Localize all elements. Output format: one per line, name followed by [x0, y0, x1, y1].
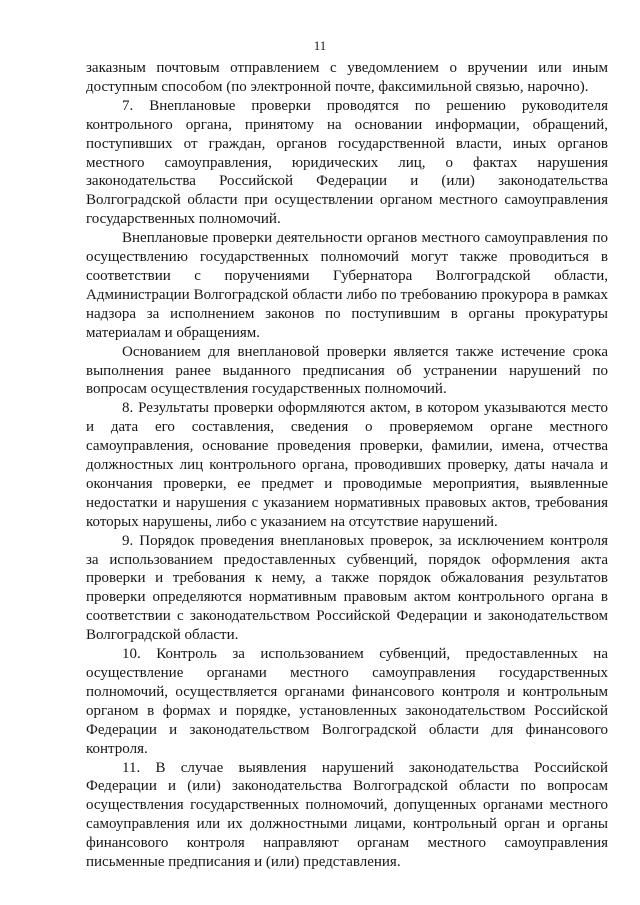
paragraph-item-9: 9. Порядок проведения внеплановых проверок, за исключением контроля за использованием предоставленных субвенций, порядок оформления акта проверки и требования к нему, а также порядок обжалования результатов проверки определяются нормативным правовым актом контрольного органа в соответствии с законодательством Российской Федерации и законодательством Волгоградской области.: [86, 532, 608, 644]
document-body: [86, 59, 608, 872]
paragraph-continuation: заказным почтовым отправлением с уведомлением о вручении или иным доступным способом (по электронной почте, факсимильной связью, нарочно).: [86, 60, 608, 95]
paragraph-item-8: 8. Результаты проверки оформляются актом, в котором указываются место и дата его составления, сведения о проверяемом органе местного самоуправления, основание проведения проверки, фамилии, имена, отчества должностных лиц контрольного органа, проводивших проверку, даты начала и окончания проверки, ее предмет и проводимые мероприятия, выявленные недостатки и нарушения с указанием нормативных правовых актов, требования которых нарушены, либо с указанием на отсутствие нарушений.: [86, 400, 608, 530]
paragraph-inspection-grounds: Основанием для внеплановой проверки является также истечение срока выполнения ранее выданного предписания об устранении нарушений по вопросам осуществления государственных полномочий.: [86, 343, 608, 398]
paragraph-item-10: 10. Контроль за использованием субвенций, предоставленных на осуществление органами местного самоуправления государственных полномочий, осуществляется органами финансового контроля и контрольным органом в формах и порядке, установленных законодательством Российской Федерации и законодательством Волгоградской области для финансового контроля.: [86, 646, 608, 757]
paragraph-unscheduled-inspections: Внеплановые проверки деятельности органов местного самоуправления по осуществлению государственных полномочий могут также проводиться в соответствии с поручениями Губернатора Волгоградской области, Администрации Волгоградской области либо по требованию прокурора в рамках надзора за исполнением законов по поступившим в органы прокуратуры материалам и обращениям.: [86, 230, 608, 341]
paragraph-item-11: 11. В случае выявления нарушений законодательства Российской Федерации и (или) законодательства Волгоградской области по вопросам осуществления государственных полномочий, допущенных органами местного самоуправления или их должностными лицами, контрольный орган и органы финансового контроля направляют органам местного самоуправления письменные предписания и (или) представления.: [86, 759, 608, 871]
page-number: 11: [313, 38, 327, 53]
paragraph-item-7: 7. Внеплановые проверки проводятся по решению руководителя контрольного органа, принятому на основании информации, обращений, поступивших от граждан, органов государственной власти, иных органов местного самоуправления, юридических лиц, о фактах нарушения законодательства Российской Федерации и (или) законодательства Волгоградской области при осуществлении органом местного самоуправления государственных полномочий.: [86, 97, 608, 228]
